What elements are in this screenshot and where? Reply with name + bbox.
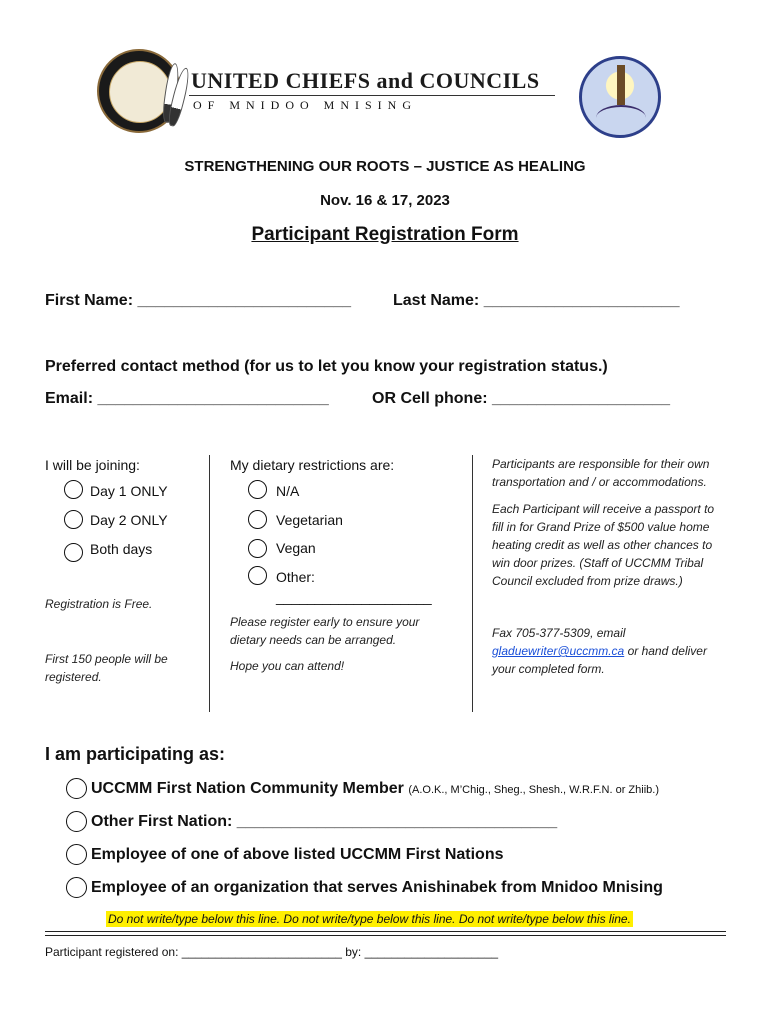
office-use-registered: Participant registered on: ________________________ by: ____________________: [45, 945, 499, 959]
both-days-option-label: Both days: [90, 541, 153, 557]
hope-attend-note: Hope you can attend!: [230, 659, 345, 673]
uccmm-member-note: (A.O.K., M’Chig., Sheg., Shesh., W.R.F.N. or Zhiib.): [408, 784, 659, 796]
other-first-nation-option[interactable]: Other First Nation: ____________________________________: [91, 813, 558, 830]
employee-uccmm-radio[interactable]: [66, 844, 87, 865]
column-divider: [472, 455, 473, 712]
day1-radio[interactable]: [64, 480, 83, 499]
diet-other-radio[interactable]: [248, 566, 267, 585]
diet-na-label: N/A: [276, 483, 300, 499]
org-divider: [189, 95, 555, 96]
fax-email-note: [492, 624, 727, 678]
diet-other-input[interactable]: ____________________: [276, 589, 432, 605]
diet-vegetarian-radio[interactable]: [248, 510, 267, 529]
other-first-nation-radio[interactable]: [66, 811, 87, 832]
tree-roots-logo-icon: [617, 65, 625, 105]
email-link[interactable]: gladuewriter@uccmm.ca: [492, 644, 625, 658]
roots-icon: [596, 105, 646, 131]
contact-method-heading: Preferred contact method (for us to let you know your registration status.): [45, 358, 608, 375]
diet-na-radio[interactable]: [248, 480, 267, 499]
completed-form-text: your completed form.: [492, 662, 605, 676]
dietary-label: My dietary restrictions are:: [230, 457, 395, 473]
passport-prize-note: Each Participant will receive a passport to fill in for Grand Prize of $500 value home heating credit as well as other chances to win door prizes. (Staff of UCCMM Tribal Council excluded from prize draws.): [492, 502, 715, 588]
event-title: STRENGTHENING OUR ROOTS – JUSTICE AS HEALING: [184, 158, 586, 175]
diet-vegan-label: Vegan: [276, 540, 316, 556]
form-title: Participant Registration Form: [251, 224, 519, 245]
cell-phone-field[interactable]: OR Cell phone: ____________________: [372, 390, 670, 407]
transport-note: Participants are responsible for their own transportation and / or accommodations.: [492, 457, 710, 489]
first-name-field[interactable]: First Name: ________________________: [45, 292, 352, 309]
uccmm-member-radio[interactable]: [66, 778, 87, 799]
diet-other-label: Other:: [276, 569, 315, 585]
last-name-field[interactable]: Last Name: ______________________: [393, 292, 680, 309]
employee-org-option: Employee of an organization that serves Anishinabek from Mnidoo Mnising: [91, 879, 663, 896]
column-divider: [209, 455, 210, 712]
org-subtitle: OF MNIDOO MNISING: [193, 98, 418, 112]
feathers-drum-logo-icon: [109, 61, 171, 123]
uccmm-logo: [97, 49, 181, 133]
org-name: UNITED CHIEFS and COUNCILS: [191, 68, 540, 93]
joining-label: I will be joining:: [45, 457, 140, 473]
registration-free-note: Registration is Free.: [45, 597, 153, 611]
employee-uccmm-option: Employee of one of above listed UCCMM First Nations: [91, 846, 504, 863]
event-dates: Nov. 16 & 17, 2023: [320, 192, 450, 209]
day2-radio[interactable]: [64, 510, 83, 529]
diet-vegan-radio[interactable]: [248, 539, 267, 558]
participating-heading: I am participating as:: [45, 744, 226, 764]
divider-line: [45, 931, 726, 932]
justice-healing-logo: [579, 56, 661, 138]
dietary-note: Please register early to ensure your dietary needs can be arranged.: [230, 615, 420, 647]
day2-option-label: Day 2 ONLY: [90, 512, 168, 528]
both-days-radio[interactable]: [64, 543, 83, 562]
divider-line: [45, 935, 726, 936]
first-150-note: First 150 people will be registered.: [45, 652, 168, 684]
diet-vegetarian-label: Vegetarian: [276, 512, 343, 528]
uccmm-member-option: [91, 780, 659, 798]
fax-text: Fax 705-377-5309, email: [492, 626, 626, 640]
employee-org-radio[interactable]: [66, 877, 87, 898]
hand-deliver-text: or hand deliver: [624, 644, 707, 658]
email-field[interactable]: Email: __________________________: [45, 390, 329, 407]
do-not-write-warning: Do not write/type below this line. Do not write/type below this line. Do not write/type below this line.: [108, 912, 631, 926]
uccmm-member-label: UCCMM First Nation Community Member: [91, 780, 404, 797]
day1-option-label: Day 1 ONLY: [90, 483, 168, 499]
